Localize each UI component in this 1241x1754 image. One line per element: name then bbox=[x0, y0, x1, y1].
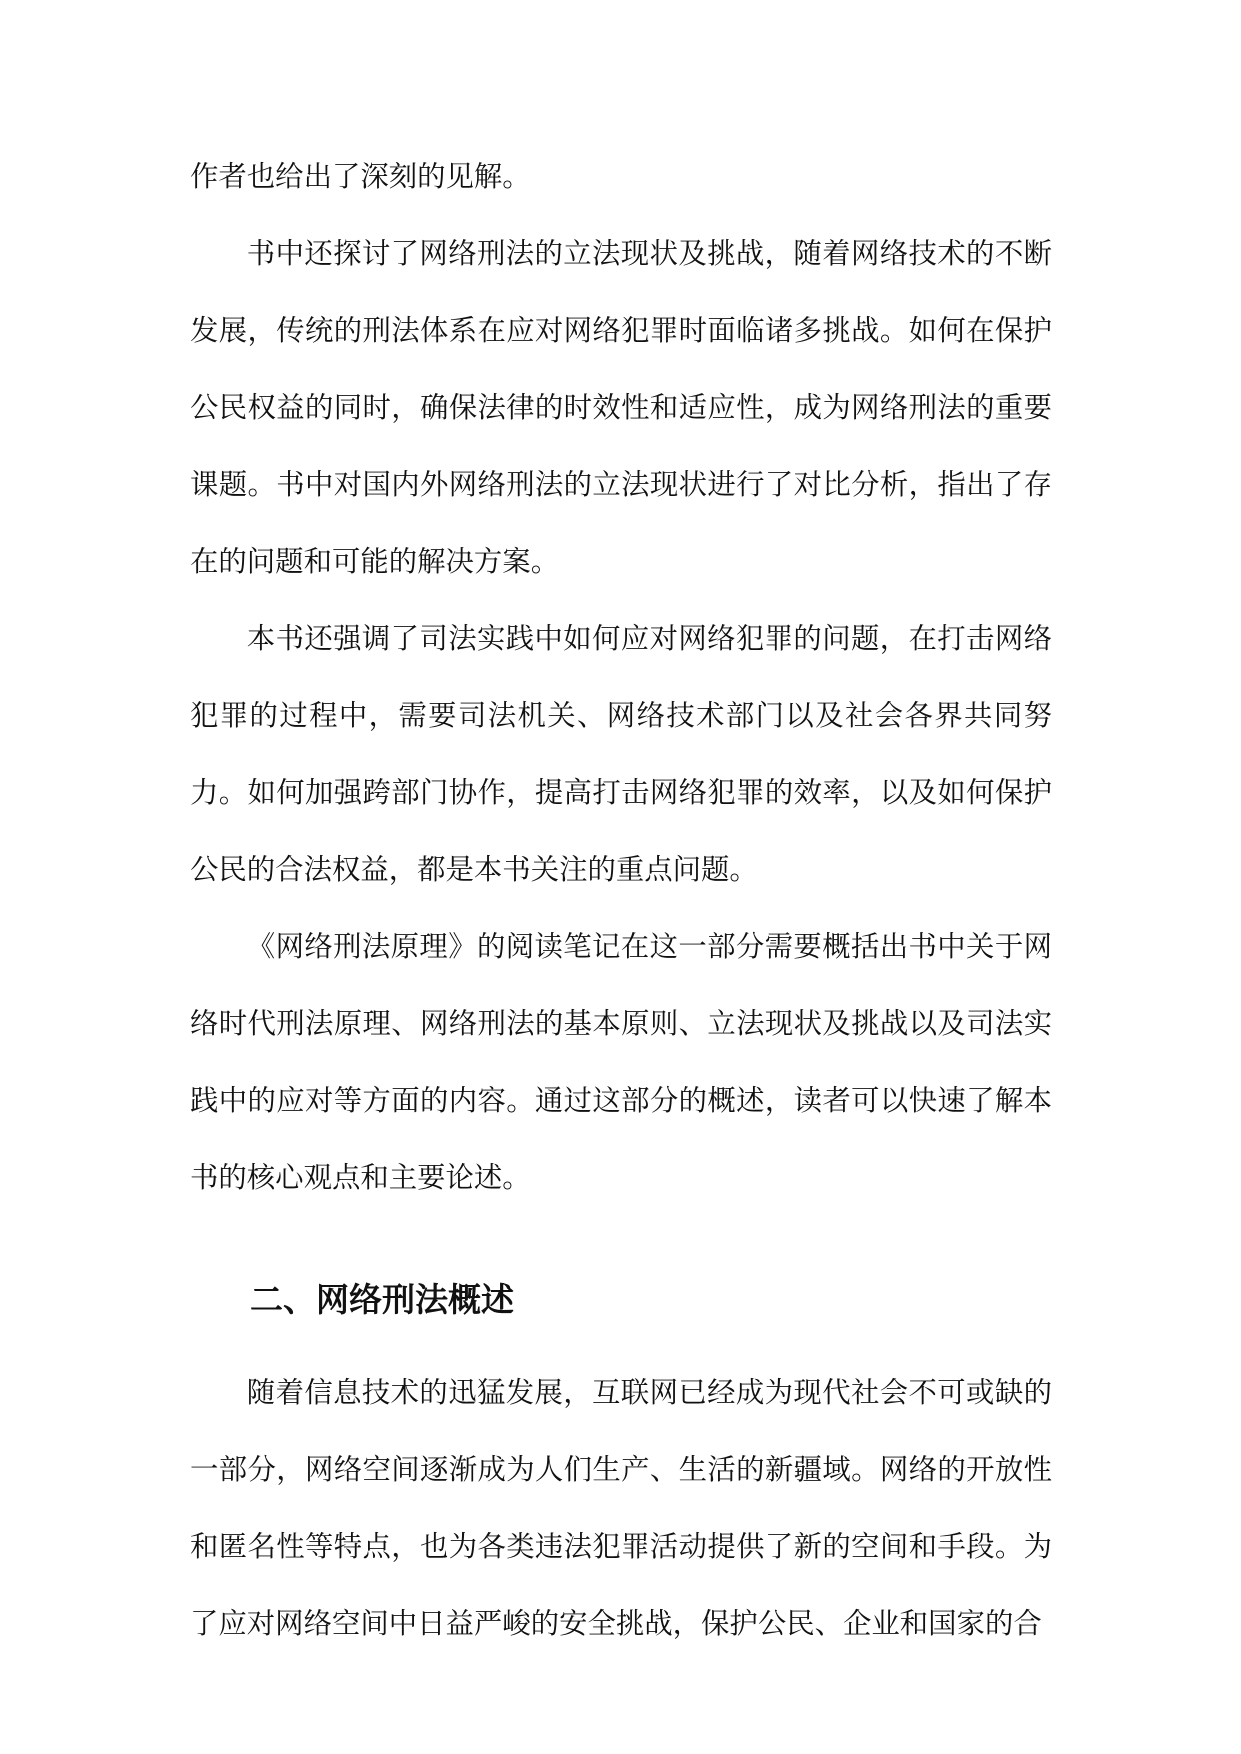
paragraph-legislation: 书中还探讨了网络刑法的立法现状及挑战，随着网络技术的不断发展，传统的刑法体系在应对网络犯罪时面临诸多挑战。如何在保护公民权益的同时，确保法律的时效性和适应性，成为网络刑法的重要课题。书中对国内外网络刑法的立法现状进行了对比分析，指出了存在的问题和可能的解决方案。 bbox=[190, 237, 1052, 578]
paragraph-judicial-practice: 本书还强调了司法实践中如何应对网络犯罪的问题，在打击网络犯罪的过程中，需要司法机关、网络技术部门以及社会各界共同努力。如何加强跨部门协作，提高打击网络犯罪的效率，以及如何保护公民的合法权益，都是本书关注的重点问题。 bbox=[190, 622, 1052, 886]
section-heading: 二、网络刑法概述 bbox=[250, 1280, 514, 1319]
document-page bbox=[190, 138, 1052, 1662]
paragraph-section-intro: 随着信息技术的迅猛发展，互联网已经成为现代社会不可或缺的一部分，网络空间逐渐成为人们生产、生活的新疆域。网络的开放性和匿名性等特点，也为各类违法犯罪活动提供了新的空间和手段。为了应对网络空间中日益严峻的安全挑战，保护公民、企业和国家的合 bbox=[190, 1376, 1052, 1640]
paragraph-summary: 《网络刑法原理》的阅读笔记在这一部分需要概括出书中关于网络时代刑法原理、网络刑法的基本原则、立法现状及挑战以及司法实践中的应对等方面的内容。通过这部分的概述，读者可以快速了解本书的核心观点和主要论述。 bbox=[190, 930, 1052, 1194]
paragraph-continued: 作者也给出了深刻的见解。 bbox=[190, 160, 531, 193]
